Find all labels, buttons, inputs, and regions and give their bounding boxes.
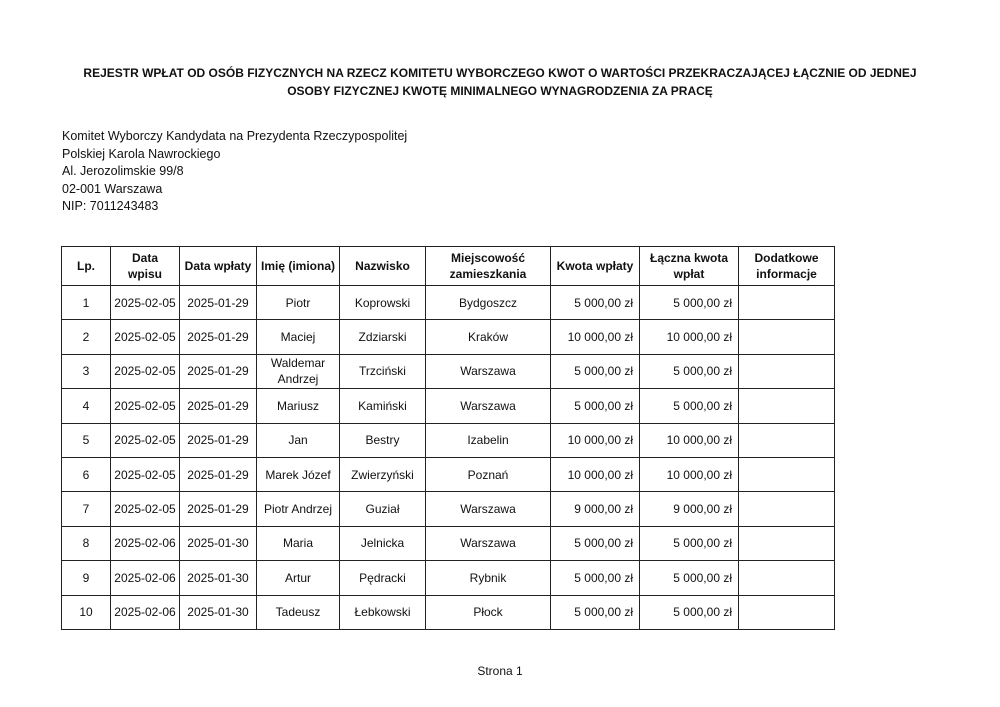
cell-first-names: Artur	[257, 561, 340, 595]
cell-residence: Warszawa	[426, 526, 551, 560]
header-additional-info: Dodatkowe informacje	[739, 247, 835, 286]
cell-lp: 6	[62, 457, 111, 491]
document-title-line-1: REJESTR WPŁAT OD OSÓB FIZYCZNYCH NA RZECZ KOMITETU WYBORCZEGO KWOT O WARTOŚCI PRZEKRACZAJĄCEJ ŁĄCZNIE OD JEDNEJ	[83, 66, 917, 80]
cell-lp: 5	[62, 423, 111, 457]
cell-amount: 10 000,00 zł	[551, 457, 640, 491]
cell-total-amount: 5 000,00 zł	[640, 595, 739, 629]
cell-surname: Koprowski	[340, 286, 426, 320]
cell-amount: 5 000,00 zł	[551, 526, 640, 560]
cell-additional-info	[739, 286, 835, 320]
cell-payment-date: 2025-01-30	[180, 595, 257, 629]
cell-total-amount: 10 000,00 zł	[640, 457, 739, 491]
table-body	[62, 286, 835, 630]
cell-amount: 10 000,00 zł	[551, 320, 640, 354]
cell-total-amount: 10 000,00 zł	[640, 423, 739, 457]
table-row	[62, 457, 835, 491]
cell-lp: 2	[62, 320, 111, 354]
committee-name-line-1: Komitet Wyborczy Kandydata na Prezydenta Rzeczypospolitej	[62, 129, 408, 143]
cell-surname: Pędracki	[340, 561, 426, 595]
cell-residence: Warszawa	[426, 492, 551, 526]
cell-residence: Rybnik	[426, 561, 551, 595]
cell-amount: 5 000,00 zł	[551, 286, 640, 320]
cell-total-amount: 5 000,00 zł	[640, 286, 739, 320]
table-row	[62, 320, 835, 354]
table-row	[62, 595, 835, 629]
cell-total-amount: 10 000,00 zł	[640, 320, 739, 354]
cell-additional-info	[739, 354, 835, 388]
cell-additional-info	[739, 457, 835, 491]
cell-residence: Płock	[426, 595, 551, 629]
cell-payment-date: 2025-01-30	[180, 561, 257, 595]
cell-lp: 4	[62, 389, 111, 423]
cell-lp: 3	[62, 354, 111, 388]
cell-additional-info	[739, 320, 835, 354]
header-lp: Lp.	[62, 247, 111, 286]
header-payment-date: Data wpłaty	[180, 247, 257, 286]
header-total-amount: Łączna kwota wpłat	[640, 247, 739, 286]
header-first-names: Imię (imiona)	[257, 247, 340, 286]
cell-payment-date: 2025-01-30	[180, 526, 257, 560]
cell-entry-date: 2025-02-05	[111, 286, 180, 320]
cell-total-amount: 5 000,00 zł	[640, 526, 739, 560]
cell-residence: Warszawa	[426, 354, 551, 388]
cell-lp: 8	[62, 526, 111, 560]
cell-payment-date: 2025-01-29	[180, 286, 257, 320]
donations-table	[61, 246, 835, 630]
cell-payment-date: 2025-01-29	[180, 354, 257, 388]
table-row	[62, 561, 835, 595]
cell-payment-date: 2025-01-29	[180, 423, 257, 457]
cell-additional-info	[739, 561, 835, 595]
cell-additional-info	[739, 595, 835, 629]
cell-amount: 5 000,00 zł	[551, 389, 640, 423]
document-title	[40, 64, 960, 100]
cell-residence: Poznań	[426, 457, 551, 491]
cell-first-names: Jan	[257, 423, 340, 457]
cell-entry-date: 2025-02-05	[111, 457, 180, 491]
cell-entry-date: 2025-02-05	[111, 389, 180, 423]
cell-first-names: Marek Józef	[257, 457, 340, 491]
committee-info	[62, 128, 407, 216]
cell-lp: 7	[62, 492, 111, 526]
header-residence: Miejscowość zamieszkania	[426, 247, 551, 286]
cell-additional-info	[739, 526, 835, 560]
cell-amount: 5 000,00 zł	[551, 354, 640, 388]
cell-total-amount: 5 000,00 zł	[640, 561, 739, 595]
cell-entry-date: 2025-02-05	[111, 423, 180, 457]
cell-surname: Bestry	[340, 423, 426, 457]
committee-city: 02-001 Warszawa	[62, 181, 163, 196]
table-row	[62, 526, 835, 560]
cell-total-amount: 5 000,00 zł	[640, 389, 739, 423]
cell-lp: 1	[62, 286, 111, 320]
cell-first-names: Mariusz	[257, 389, 340, 423]
cell-entry-date: 2025-02-05	[111, 492, 180, 526]
cell-residence: Warszawa	[426, 389, 551, 423]
committee-nip: NIP: 7011243483	[62, 199, 159, 213]
cell-amount: 9 000,00 zł	[551, 492, 640, 526]
table-row	[62, 354, 835, 388]
table-row	[62, 492, 835, 526]
cell-surname: Zwierzyński	[340, 457, 426, 491]
cell-lp: 9	[62, 561, 111, 595]
header-amount: Kwota wpłaty	[551, 247, 640, 286]
cell-entry-date: 2025-02-06	[111, 595, 180, 629]
cell-amount: 5 000,00 zł	[551, 561, 640, 595]
cell-surname: Łebkowski	[340, 595, 426, 629]
cell-entry-date: 2025-02-06	[111, 561, 180, 595]
cell-additional-info	[739, 492, 835, 526]
cell-entry-date: 2025-02-05	[111, 354, 180, 388]
cell-first-names: Piotr	[257, 286, 340, 320]
cell-entry-date: 2025-02-05	[111, 320, 180, 354]
cell-lp: 10	[62, 595, 111, 629]
cell-surname: Zdziarski	[340, 320, 426, 354]
cell-entry-date: 2025-02-06	[111, 526, 180, 560]
header-surname: Nazwisko	[340, 247, 426, 286]
cell-payment-date: 2025-01-29	[180, 492, 257, 526]
cell-total-amount: 9 000,00 zł	[640, 492, 739, 526]
document-title-line-2: OSOBY FIZYCZNEJ KWOTĘ MINIMALNEGO WYNAGRODZENIA ZA PRACĘ	[287, 84, 713, 98]
cell-residence: Izabelin	[426, 423, 551, 457]
cell-first-names: Maria	[257, 526, 340, 560]
cell-surname: Guział	[340, 492, 426, 526]
cell-residence: Kraków	[426, 320, 551, 354]
cell-additional-info	[739, 423, 835, 457]
cell-amount: 10 000,00 zł	[551, 423, 640, 457]
cell-total-amount: 5 000,00 zł	[640, 354, 739, 388]
table-row	[62, 423, 835, 457]
cell-amount: 5 000,00 zł	[551, 595, 640, 629]
cell-surname: Jelnicka	[340, 526, 426, 560]
committee-street: Al. Jerozolimskie 99/8	[62, 164, 184, 178]
cell-first-names: Waldemar Andrzej	[257, 354, 340, 388]
table-row	[62, 286, 835, 320]
page-number: Strona 1	[477, 664, 523, 678]
cell-surname: Trzciński	[340, 354, 426, 388]
cell-surname: Kamiński	[340, 389, 426, 423]
cell-payment-date: 2025-01-29	[180, 389, 257, 423]
cell-residence: Bydgoszcz	[426, 286, 551, 320]
header-entry-date: Data wpisu	[111, 247, 180, 286]
cell-payment-date: 2025-01-29	[180, 457, 257, 491]
committee-name-line-2: Polskiej Karola Nawrockiego	[62, 146, 221, 161]
cell-first-names: Piotr Andrzej	[257, 492, 340, 526]
cell-first-names: Tadeusz	[257, 595, 340, 629]
table-header-row	[62, 247, 835, 286]
table-row	[62, 389, 835, 423]
cell-first-names: Maciej	[257, 320, 340, 354]
cell-payment-date: 2025-01-29	[180, 320, 257, 354]
cell-additional-info	[739, 389, 835, 423]
